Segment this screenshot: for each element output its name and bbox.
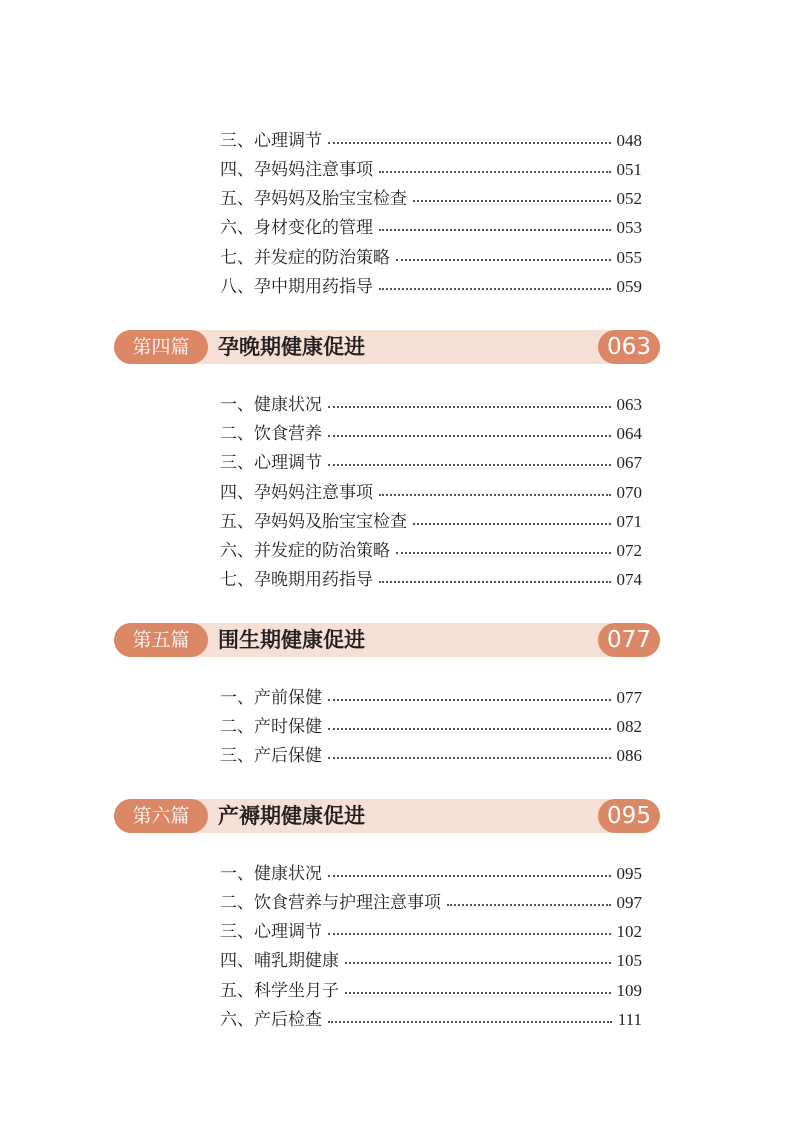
toc-entry-title: 五、孕妈妈及胎宝宝检查 [220,512,407,532]
toc-entry[interactable] [220,861,642,887]
part-title: 产褥期健康促进 [218,804,365,828]
toc-entry[interactable] [220,714,642,740]
toc-entry[interactable] [220,685,642,711]
part-title: 围生期健康促进 [218,628,365,652]
toc-entry-title: 一、健康状况 [220,864,322,884]
dot-leader [328,757,611,759]
toc-entry-title: 七、并发症的防治策略 [220,248,390,268]
toc-entry-title: 八、孕中期用药指导 [220,277,373,297]
part-title: 孕晚期健康促进 [218,335,365,359]
toc-entry-page: 063 [616,395,642,414]
dot-leader [379,581,611,583]
toc-entry-page: 070 [616,483,642,502]
toc-entry-title: 三、心理调节 [220,453,322,473]
toc-entry-page: 052 [616,189,642,208]
dot-leader [345,992,611,994]
toc-entry-page: 109 [616,981,642,1000]
dot-leader [345,962,611,964]
toc-entry[interactable] [220,1007,642,1033]
dot-leader [328,142,611,144]
toc-entry[interactable] [220,890,642,916]
toc-entry-title: 二、饮食营养 [220,424,322,444]
toc-entry-page: 064 [616,424,642,443]
toc-entry[interactable] [220,128,642,154]
toc-entry[interactable] [220,480,642,506]
part-header-6[interactable] [114,799,660,833]
toc-entry[interactable] [220,743,642,769]
dot-leader [413,523,611,525]
toc-entry-page: 102 [616,922,642,941]
dot-leader [328,933,611,935]
dot-leader [447,904,611,906]
toc-entry-title: 六、并发症的防治策略 [220,541,390,561]
toc-entry-title: 六、产后检查 [220,1010,322,1030]
part-page-number: 063 [598,330,660,364]
toc-entry-page: 055 [616,248,642,267]
toc-entry-page: 077 [616,688,642,707]
dot-leader [328,728,611,730]
dot-leader [396,552,611,554]
toc-entry[interactable] [220,245,642,271]
dot-leader [328,875,611,877]
toc-entry[interactable] [220,948,642,974]
toc-entry-title: 五、科学坐月子 [220,981,339,1001]
toc-entry[interactable] [220,215,642,241]
part-header-5[interactable] [114,623,660,657]
toc-entry-title: 三、心理调节 [220,922,322,942]
dot-leader [328,435,611,437]
toc-entry-title: 一、健康状况 [220,395,322,415]
toc-entry-page: 095 [616,864,642,883]
toc-entry-title: 二、产时保健 [220,717,322,737]
toc-entry-page: 067 [616,453,642,472]
dot-leader [328,464,611,466]
toc-entry[interactable] [220,509,642,535]
dot-leader [328,699,611,701]
toc-entry-title: 三、产后保健 [220,746,322,766]
dot-leader [379,229,611,231]
toc-entry-title: 一、产前保健 [220,688,322,708]
toc-entry-page: 071 [616,512,642,531]
dot-leader [396,259,611,261]
toc-entry[interactable] [220,567,642,593]
toc-entry-page: 051 [616,160,642,179]
part-page-number: 077 [598,623,660,657]
toc-entry-page: 082 [616,717,642,736]
toc-entry-title: 四、哺乳期健康 [220,951,339,971]
toc-entry-page: 074 [616,570,642,589]
toc-entry-page: 072 [616,541,642,560]
toc-entry[interactable] [220,392,642,418]
toc-entry-page: 086 [616,746,642,765]
toc-entry-title: 四、孕妈妈注意事项 [220,483,373,503]
part-label: 第四篇 [114,330,208,364]
toc-entry-title: 二、饮食营养与护理注意事项 [220,893,441,913]
toc-entry-title: 五、孕妈妈及胎宝宝检查 [220,189,407,209]
part-label: 第五篇 [114,623,208,657]
toc-entry-title: 三、心理调节 [220,131,322,151]
toc-entry[interactable] [220,274,642,300]
dot-leader [379,288,611,290]
dot-leader [328,1021,612,1023]
toc-entry-page: 111 [617,1010,642,1029]
toc-entry-page: 048 [616,131,642,150]
toc-entry[interactable] [220,421,642,447]
toc-entry-page: 097 [616,893,642,912]
dot-leader [413,200,611,202]
toc-entry-title: 六、身材变化的管理 [220,218,373,238]
toc-entry[interactable] [220,919,642,945]
toc-entry[interactable] [220,450,642,476]
toc-entry-page: 053 [616,218,642,237]
part-page-number: 095 [598,799,660,833]
toc-entry[interactable] [220,186,642,212]
toc-entry-page: 105 [616,951,642,970]
part-header-4[interactable] [114,330,660,364]
toc-entry-page: 059 [616,277,642,296]
dot-leader [328,406,611,408]
toc-entry[interactable] [220,538,642,564]
toc-entry-title: 七、孕晚期用药指导 [220,570,373,590]
dot-leader [379,494,611,496]
toc-entry[interactable] [220,157,642,183]
toc-entry-title: 四、孕妈妈注意事项 [220,160,373,180]
dot-leader [379,171,611,173]
toc-entry[interactable] [220,978,642,1004]
part-label: 第六篇 [114,799,208,833]
